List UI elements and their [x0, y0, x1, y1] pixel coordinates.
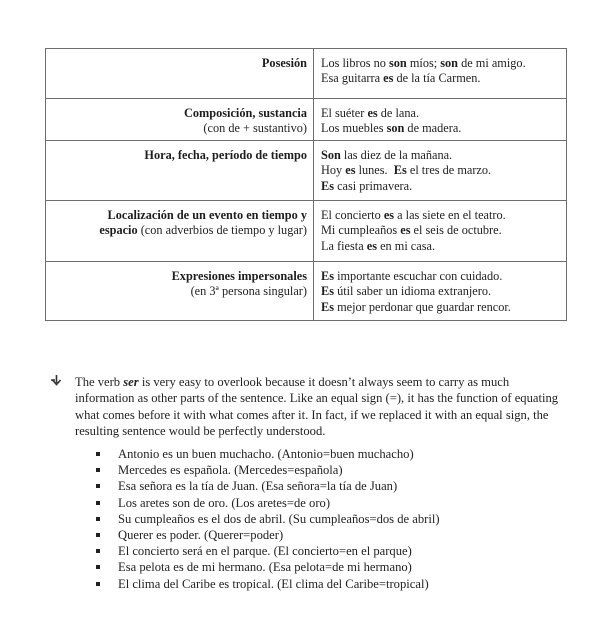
square-bullet-icon — [96, 549, 100, 553]
ser-verb: es — [383, 208, 395, 222]
usage-label: Posesión — [261, 56, 307, 70]
list-item — [94, 478, 440, 494]
examples-cell — [314, 49, 567, 99]
ser-verb: Es — [321, 299, 334, 314]
example-text: Los libros no — [321, 56, 389, 70]
example-text: de mi amigo. — [458, 56, 526, 70]
examples-list — [94, 446, 440, 592]
example-text: La fiesta — [321, 238, 367, 253]
example-text: de lana. — [377, 106, 420, 120]
example-sentence — [321, 239, 562, 254]
usage-label-cont: espacio — [99, 223, 138, 238]
explanation-text — [75, 374, 571, 439]
example-sentence — [321, 71, 562, 86]
example-sentence — [321, 284, 562, 299]
example-text: El concierto — [321, 208, 384, 222]
example-text: Los muebles — [321, 121, 387, 136]
example-text: de madera. — [404, 121, 462, 136]
example-sentence — [321, 208, 562, 223]
example-sentence — [321, 56, 562, 71]
examples-cell — [314, 141, 567, 201]
square-bullet-icon — [96, 468, 100, 472]
square-bullet-icon — [96, 565, 100, 569]
example-text: a las siete en el teatro. — [394, 208, 506, 222]
example-text: el tres de marzo. — [406, 163, 492, 178]
list-item — [94, 495, 440, 511]
ser-uses-table — [45, 48, 567, 321]
examples-cell — [314, 262, 567, 321]
example-text: mejor perdonar que guardar rencor. — [334, 299, 511, 314]
example-text: de la tía Carmen. — [393, 71, 481, 86]
example-text: las diez de la mañana. — [340, 148, 453, 162]
ser-verb: es — [345, 163, 356, 178]
example-text: Mi cumpleaños — [321, 223, 401, 238]
explanation-paragraph — [51, 374, 571, 439]
usage-label: Localización de un evento en tiempo y — [107, 208, 307, 222]
usage-label-cell — [46, 99, 314, 141]
usage-note: (con de + sustantivo) — [203, 121, 307, 136]
list-item — [94, 527, 440, 543]
usage-label-cell — [46, 141, 314, 201]
square-bullet-icon — [96, 517, 100, 521]
usage-label: Expresiones impersonales — [171, 269, 307, 283]
usage-label: Hora, fecha, período de tiempo — [144, 148, 307, 162]
list-item-text: Antonio es un buen muchacho. (Antonio=buen muchacho) — [118, 447, 414, 461]
square-bullet-icon — [96, 501, 100, 505]
list-item — [94, 446, 440, 462]
list-item — [94, 462, 440, 478]
example-text: El suéter — [321, 106, 368, 120]
ser-verb: Es — [321, 284, 334, 299]
table-row — [46, 262, 567, 321]
square-bullet-icon — [96, 452, 100, 456]
square-bullet-icon — [96, 582, 100, 586]
usage-note: (en 3ª persona singular) — [190, 284, 307, 299]
ser-verb: es — [383, 71, 394, 86]
example-text: casi primavera. — [334, 178, 413, 193]
table-row — [46, 141, 567, 201]
example-text: Esa guitarra — [321, 71, 384, 86]
square-bullet-icon — [96, 484, 100, 488]
example-sentence — [321, 163, 562, 178]
list-item-text: El concierto será en el parque. (El concierto=en el parque) — [118, 544, 412, 559]
table-row — [46, 49, 567, 99]
example-text: el seis de octubre. — [410, 223, 502, 238]
example-sentence — [321, 179, 562, 194]
explanation-text-start: The verb — [75, 375, 124, 389]
square-bullet-icon — [96, 533, 100, 537]
list-item — [94, 559, 440, 575]
ser-verb: es — [367, 106, 378, 120]
list-item — [94, 511, 440, 527]
list-item-text: Los aretes son de oro. (Los aretes=de oro) — [118, 495, 331, 510]
example-text: importante escuchar con cuidado. — [334, 269, 503, 283]
ser-verb: son — [440, 56, 459, 70]
example-sentence — [321, 223, 562, 238]
list-item-text: Esa señora es la tía de Juan. (Esa señora=la tía de Juan) — [118, 479, 398, 494]
usage-label: Composición, sustancia — [184, 106, 307, 120]
ser-emphasis: ser — [123, 375, 139, 389]
down-arrow-icon — [51, 374, 67, 390]
ser-verb: Es — [321, 178, 334, 193]
list-item — [94, 543, 440, 559]
ser-verb: Son — [321, 148, 341, 162]
ser-verb: Es — [393, 163, 407, 178]
usage-label-cell — [46, 262, 314, 321]
example-sentence — [321, 269, 562, 284]
ser-verb: son — [388, 56, 407, 70]
table-row — [46, 201, 567, 262]
list-item-text: Querer es poder. (Querer=poder) — [118, 528, 284, 543]
example-text: en mi casa. — [377, 238, 436, 253]
usage-note: (con adverbios de tiempo y lugar) — [137, 223, 307, 238]
list-item — [94, 576, 440, 592]
list-item-text: El clima del Caribe es tropical. (El clima del Caribe=tropical) — [118, 576, 429, 591]
example-text: útil saber un idioma extranjero. — [334, 284, 492, 299]
ser-verb: Es — [321, 269, 334, 283]
usage-label-cell — [46, 49, 314, 99]
example-text: lunes. — [355, 163, 394, 178]
ser-verb: son — [386, 121, 405, 136]
list-item-text: Mercedes es española. (Mercedes=española) — [118, 463, 343, 478]
explanation-text-rest: is very easy to overlook because it doesn’t always seem to carry as much information as other parts of the sentence. Like an equal sign (=), it has the function of equating what comes before it with what comes after it. In fact, if we replaced it with an equal sign, the resulting sentence would be perfectly understood. — [75, 375, 559, 438]
list-item-text: Esa pelota es de mi hermano. (Esa pelota=de mi hermano) — [118, 560, 412, 575]
list-item-text: Su cumpleaños es el dos de abril. (Su cumpleaños=dos de abril) — [118, 511, 440, 526]
ser-verb: es — [400, 223, 411, 238]
ser-verb: es — [366, 238, 377, 253]
table-row — [46, 99, 567, 141]
example-sentence — [321, 300, 562, 315]
examples-cell — [314, 99, 567, 141]
example-sentence — [321, 148, 562, 163]
examples-cell — [314, 201, 567, 262]
example-sentence — [321, 121, 562, 136]
example-text: míos; — [406, 56, 441, 70]
example-text: Hoy — [321, 163, 346, 178]
example-sentence — [321, 106, 562, 121]
usage-label-cell — [46, 201, 314, 262]
